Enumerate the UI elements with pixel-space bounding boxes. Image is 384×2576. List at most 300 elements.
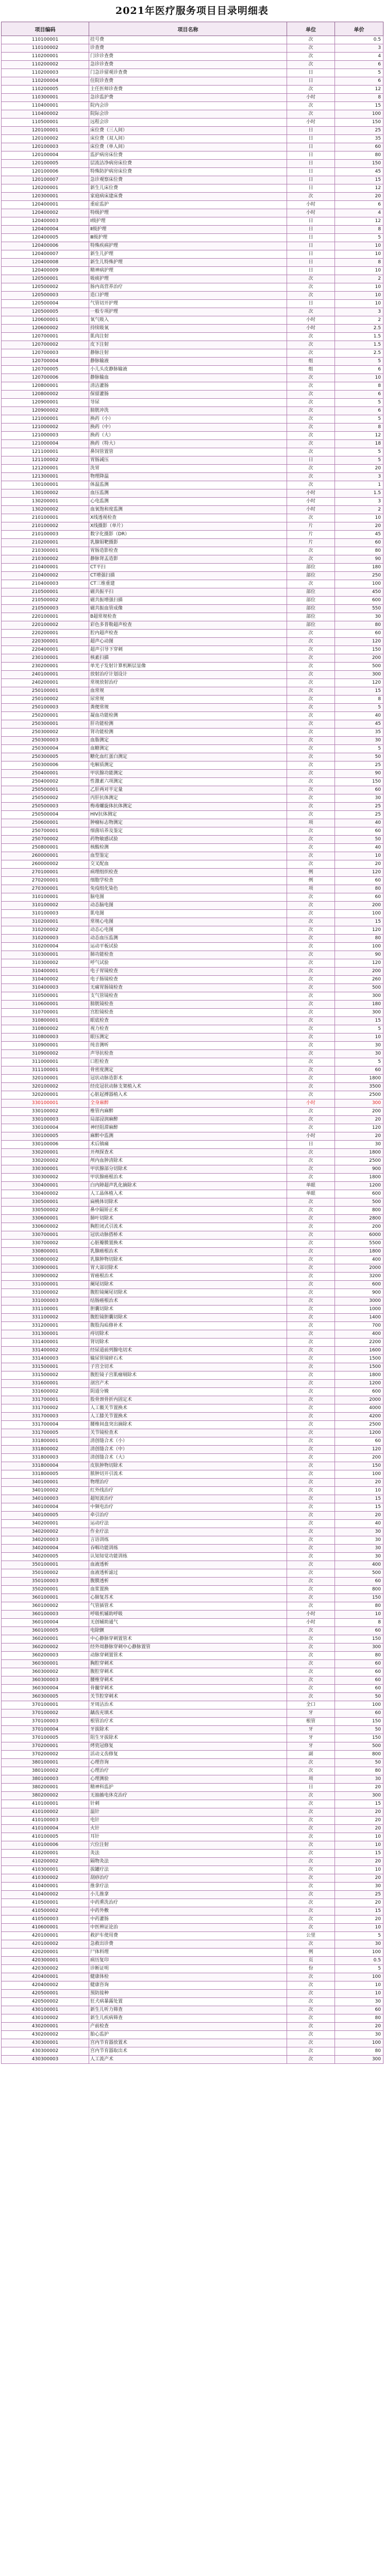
table-row: [2, 176, 383, 184]
cell-name: 腹腔镜阑尾切除术: [89, 1289, 287, 1297]
cell-code: 240100001: [2, 671, 89, 679]
cell-unit: 次: [287, 1165, 335, 1174]
cell-name: 院际会诊: [89, 110, 287, 118]
cell-name: 中药外敷: [89, 1907, 287, 1916]
table-row: [2, 984, 383, 992]
cell-price: 700: [335, 1322, 383, 1330]
cell-price: 300: [335, 1792, 383, 1800]
cell-unit: 次: [287, 1264, 335, 1273]
cell-unit: 次: [287, 1578, 335, 1586]
cell-name: 血型鉴定: [89, 852, 287, 860]
table-header: [2, 22, 383, 36]
table-row: [2, 1314, 383, 1322]
cell-unit: 次: [287, 663, 335, 671]
cell-code: 430200002: [2, 2031, 89, 2039]
cell-name: 电子肠镜检查: [89, 976, 287, 984]
table-row: [2, 1726, 383, 1734]
table-row: [2, 292, 383, 300]
cell-price: 90: [335, 555, 383, 564]
cell-code: 120700002: [2, 341, 89, 349]
cell-code: 340100003: [2, 1495, 89, 1503]
cell-unit: 次: [287, 1602, 335, 1611]
cell-price: 3: [335, 473, 383, 481]
cell-code: 330400002: [2, 1190, 89, 1198]
cell-unit: 小时: [287, 118, 335, 127]
cell-unit: 次: [287, 696, 335, 704]
cell-name: 凝血功能检测: [89, 712, 287, 720]
table-row: [2, 391, 383, 399]
cell-code: 210100003: [2, 531, 89, 539]
table-row: [2, 1190, 383, 1198]
cell-unit: 牙: [287, 1726, 335, 1734]
cell-price: 20: [335, 1825, 383, 1833]
cell-price: 20: [335, 522, 383, 531]
cell-unit: 次: [287, 1223, 335, 1231]
cell-code: 340200003: [2, 1536, 89, 1545]
cell-price: 2: [335, 275, 383, 283]
cell-price: 1.5: [335, 333, 383, 341]
cell-price: 60: [335, 539, 383, 547]
cell-name: 床位费（双人间）: [89, 135, 287, 143]
cell-unit: 日: [287, 250, 335, 259]
cell-code: 110400001: [2, 102, 89, 110]
table-row: [2, 1751, 383, 1759]
cell-unit: 次: [287, 1017, 335, 1025]
cell-unit: 次: [287, 1289, 335, 1297]
cell-name: 股骨颈骨折内固定术: [89, 1396, 287, 1404]
table-row: [2, 1099, 383, 1108]
cell-unit: 日: [287, 217, 335, 226]
cell-unit: 次: [287, 1850, 335, 1858]
table-row: [2, 1825, 383, 1833]
cell-price: 100: [335, 1948, 383, 1957]
cell-code: 120900002: [2, 407, 89, 415]
cell-code: 250200001: [2, 712, 89, 720]
cell-price: 10: [335, 1866, 383, 1874]
cell-price: 40: [335, 844, 383, 852]
cell-code: 330500002: [2, 1207, 89, 1215]
cell-name: CT增强扫描: [89, 572, 287, 580]
cell-name: 动态心电图: [89, 926, 287, 935]
cell-price: 100: [335, 580, 383, 588]
cell-unit: 次: [287, 976, 335, 984]
cell-name: 腹膜透析: [89, 1578, 287, 1586]
cell-name: 病理组织检查: [89, 869, 287, 877]
table-row: [2, 1891, 383, 1899]
cell-name: 新生儿疾病筛查: [89, 2014, 287, 2023]
cell-price: 20: [335, 1132, 383, 1141]
cell-code: 120500005: [2, 308, 89, 316]
cell-name: 视力检查: [89, 1025, 287, 1033]
table-row: [2, 1800, 383, 1808]
cell-price: 10: [335, 300, 383, 308]
cell-unit: 次: [287, 1800, 335, 1808]
cell-unit: 次: [287, 308, 335, 316]
cell-code: 110200004: [2, 77, 89, 86]
cell-price: 5: [335, 704, 383, 712]
cell-name: CT平扫: [89, 564, 287, 572]
cell-code: 310500001: [2, 992, 89, 1001]
cell-unit: 次: [287, 1462, 335, 1470]
table-row: [2, 1289, 383, 1297]
cell-code: 120600002: [2, 325, 89, 333]
cell-code: 331800003: [2, 1454, 89, 1462]
table-row: [2, 943, 383, 951]
cell-price: 100: [335, 1701, 383, 1709]
cell-price: 30: [335, 1998, 383, 2006]
table-row: [2, 118, 383, 127]
cell-name: 支气管镜检查: [89, 992, 287, 1001]
cell-name: 胎心监护: [89, 2031, 287, 2039]
cell-price: 120: [335, 869, 383, 877]
cell-price: 8: [335, 226, 383, 234]
cell-price: 100: [335, 943, 383, 951]
table-row: [2, 226, 383, 234]
table-row: [2, 2056, 383, 2064]
table-row: [2, 1182, 383, 1190]
cell-unit: 次: [287, 1042, 335, 1050]
cell-code: 310800001: [2, 1017, 89, 1025]
cell-price: 180: [335, 1001, 383, 1009]
cell-name: 拔罐疗法: [89, 1866, 287, 1874]
cell-unit: 次: [287, 852, 335, 860]
cell-code: 370100002: [2, 1709, 89, 1718]
cell-price: 20: [335, 1858, 383, 1866]
cell-unit: 次: [287, 1561, 335, 1569]
cell-name: 心脏瓣膜置换术: [89, 1240, 287, 1248]
table-row: [2, 902, 383, 910]
cell-unit: 全口: [287, 1701, 335, 1709]
cell-code: 250100002: [2, 696, 89, 704]
cell-price: 10: [335, 1924, 383, 1932]
cell-name: 牵引治疗: [89, 1512, 287, 1520]
cell-code: 410100005: [2, 1833, 89, 1841]
cell-price: 10: [335, 1990, 383, 1998]
table-row: [2, 844, 383, 852]
table-row: [2, 333, 383, 341]
cell-price: 1200: [335, 1182, 383, 1190]
table-row: [2, 555, 383, 564]
cell-code: 330900001: [2, 1264, 89, 1273]
cell-code: 331700004: [2, 1421, 89, 1429]
cell-price: 12: [335, 86, 383, 94]
cell-name: 超短波治疗: [89, 1495, 287, 1503]
cell-price: 500: [335, 1198, 383, 1207]
cell-name: 椎管内麻醉: [89, 1108, 287, 1116]
table-row: [2, 1602, 383, 1611]
cell-code: 130100002: [2, 489, 89, 498]
table-row: [2, 671, 383, 679]
table-row: [2, 489, 383, 498]
cell-code: 360100003: [2, 1611, 89, 1619]
cell-price: 400: [335, 1256, 383, 1264]
cell-code: 250300004: [2, 745, 89, 753]
table-row: [2, 1808, 383, 1817]
cell-unit: 小时: [287, 325, 335, 333]
cell-name: 换药（特大）: [89, 440, 287, 448]
cell-code: 120100003: [2, 143, 89, 151]
cell-price: 4200: [335, 1413, 383, 1421]
cell-unit: 次: [287, 1231, 335, 1240]
cell-unit: 次: [287, 1866, 335, 1874]
cell-code: 331700003: [2, 1413, 89, 1421]
cell-name: 肠内高营养治疗: [89, 283, 287, 292]
table-row: [2, 1091, 383, 1099]
cell-unit: 次: [287, 836, 335, 844]
cell-unit: 次: [287, 1297, 335, 1306]
table-row: [2, 1470, 383, 1479]
cell-price: 6: [335, 366, 383, 374]
cell-unit: 页: [287, 1957, 335, 1965]
table-row: [2, 1586, 383, 1594]
cell-price: 300: [335, 992, 383, 1001]
cell-price: 60: [335, 143, 383, 151]
cell-code: 360300001: [2, 1660, 89, 1668]
cell-unit: 次: [287, 1891, 335, 1899]
cell-unit: 次: [287, 1454, 335, 1462]
table-row: [2, 1083, 383, 1091]
cell-unit: 次: [287, 712, 335, 720]
cell-code: 370100001: [2, 1701, 89, 1709]
table-row: [2, 1512, 383, 1520]
table-row: [2, 1635, 383, 1643]
cell-name: 导尿: [89, 399, 287, 407]
cell-price: 8: [335, 696, 383, 704]
cell-unit: 次: [287, 1338, 335, 1347]
cell-code: 331500002: [2, 1371, 89, 1380]
table-row: [2, 1330, 383, 1338]
table-row: [2, 1355, 383, 1363]
table-row: [2, 1495, 383, 1503]
cell-name: 健康体检: [89, 1973, 287, 1981]
table-row: [2, 1437, 383, 1446]
cell-unit: 次: [287, 580, 335, 588]
cell-name: 扁桃体切除术: [89, 1198, 287, 1207]
cell-unit: 部位: [287, 597, 335, 605]
cell-name: 血脂测定: [89, 737, 287, 745]
cell-code: 250400002: [2, 778, 89, 786]
cell-unit: 日: [287, 1141, 335, 1149]
cell-code: 310200004: [2, 943, 89, 951]
cell-unit: 公里: [287, 1932, 335, 1940]
cell-unit: 次: [287, 992, 335, 1001]
cell-unit: 次: [287, 638, 335, 646]
cell-code: 410200002: [2, 1858, 89, 1866]
cell-code: 120500001: [2, 275, 89, 283]
table-row: [2, 1306, 383, 1314]
cell-name: 常规放射治疗: [89, 679, 287, 687]
cell-name: 肌电图: [89, 910, 287, 918]
table-row: [2, 803, 383, 811]
table-row: [2, 1240, 383, 1248]
cell-price: 10: [335, 514, 383, 522]
cell-price: 90: [335, 770, 383, 778]
cell-price: 150: [335, 160, 383, 168]
cell-unit: 次: [287, 1495, 335, 1503]
cell-unit: 小时: [287, 94, 335, 102]
cell-name: 结肠癌根治术: [89, 1297, 287, 1306]
cell-code: 330100006: [2, 1141, 89, 1149]
table-row: [2, 1322, 383, 1330]
cell-code: 370100004: [2, 1726, 89, 1734]
cell-unit: 次: [287, 1273, 335, 1281]
table-row: [2, 300, 383, 308]
cell-unit: 次: [287, 794, 335, 803]
cell-price: 150: [335, 1594, 383, 1602]
cell-unit: 次: [287, 1569, 335, 1578]
cell-price: 4: [335, 209, 383, 217]
cell-price: 300: [335, 1009, 383, 1017]
cell-name: 腹腔穿刺术: [89, 1668, 287, 1676]
cell-code: 120400004: [2, 226, 89, 234]
cell-code: 320100001: [2, 1075, 89, 1083]
cell-code: 410200001: [2, 1850, 89, 1858]
cell-price: 45: [335, 168, 383, 176]
cell-price: 50: [335, 1693, 383, 1701]
cell-unit: 次: [287, 1429, 335, 1437]
header-code: 项目编码: [2, 22, 89, 36]
cell-price: 8: [335, 1619, 383, 1627]
cell-name: 丙肝抗体测定: [89, 794, 287, 803]
cell-price: 80: [335, 935, 383, 943]
table-row: [2, 1157, 383, 1165]
cell-name: 小儿推拿: [89, 1891, 287, 1899]
cell-code: 250500001: [2, 786, 89, 794]
table-row: [2, 498, 383, 506]
cell-code: 331000001: [2, 1281, 89, 1289]
cell-code: 350100001: [2, 1561, 89, 1569]
cell-unit: 次: [287, 1470, 335, 1479]
cell-unit: 次: [287, 984, 335, 992]
cell-code: 120300001: [2, 193, 89, 201]
cell-unit: 小时: [287, 498, 335, 506]
table-row: [2, 448, 383, 456]
cell-name: 吸痰护理: [89, 275, 287, 283]
cell-name: 肾切除术: [89, 1338, 287, 1347]
service-table: [1, 22, 383, 2064]
cell-name: 新生儿特殊护理: [89, 259, 287, 267]
cell-unit: 次: [287, 1998, 335, 2006]
cell-price: 100: [335, 2039, 383, 2047]
cell-code: 340100001: [2, 1479, 89, 1487]
cell-price: 120: [335, 1124, 383, 1132]
cell-code: 120400002: [2, 209, 89, 217]
table-row: [2, 1001, 383, 1009]
cell-name: 新生儿床位费: [89, 184, 287, 193]
table-row: [2, 151, 383, 160]
table-row: [2, 1833, 383, 1841]
cell-price: 500: [335, 1742, 383, 1751]
table-row: [2, 1932, 383, 1940]
cell-price: 25: [335, 811, 383, 819]
cell-price: 150: [335, 1462, 383, 1470]
table-row: [2, 1256, 383, 1264]
table-row: [2, 1981, 383, 1990]
cell-price: 5: [335, 399, 383, 407]
cell-code: 310900002: [2, 1050, 89, 1058]
cell-price: 20: [335, 465, 383, 473]
cell-name: 牙周洁治术: [89, 1701, 287, 1709]
cell-price: 8: [335, 94, 383, 102]
cell-price: 20: [335, 1512, 383, 1520]
table-row: [2, 1116, 383, 1124]
table-row: [2, 1850, 383, 1858]
cell-unit: 次: [287, 1025, 335, 1033]
cell-code: 420500001: [2, 1990, 89, 1998]
cell-name: 局部浸润麻醉: [89, 1116, 287, 1124]
cell-price: 35: [335, 135, 383, 143]
cell-unit: 次: [287, 1479, 335, 1487]
cell-price: 60: [335, 1668, 383, 1676]
cell-name: 门急诊留观诊查费: [89, 69, 287, 77]
cell-code: 250600001: [2, 819, 89, 827]
cell-code: 120700004: [2, 358, 89, 366]
cell-code: 380100003: [2, 1775, 89, 1784]
table-row: [2, 935, 383, 943]
cell-price: 10: [335, 374, 383, 382]
cell-name: 甲状腺功能测定: [89, 770, 287, 778]
cell-name: 腹腔镜子宫肌瘤剔除术: [89, 1371, 287, 1380]
cell-price: 12: [335, 184, 383, 193]
cell-code: 331400002: [2, 1347, 89, 1355]
cell-unit: 次: [287, 1207, 335, 1215]
table-row: [2, 1594, 383, 1602]
table-row: [2, 992, 383, 1001]
cell-price: 6: [335, 391, 383, 399]
cell-code: 430200001: [2, 2023, 89, 2031]
cell-name: 心理治疗: [89, 1767, 287, 1775]
cell-unit: 次: [287, 910, 335, 918]
cell-name: 急诊诊查费: [89, 61, 287, 69]
cell-unit: 次: [287, 935, 335, 943]
table-row: [2, 737, 383, 745]
cell-unit: 次: [287, 1940, 335, 1948]
cell-name: 吞咽功能训练: [89, 1545, 287, 1553]
cell-code: 430100001: [2, 2006, 89, 2014]
cell-unit: 次: [287, 391, 335, 399]
cell-name: 单光子发射计算机断层显像: [89, 663, 287, 671]
cell-unit: 次: [287, 1520, 335, 1528]
table-row: [2, 1297, 383, 1306]
cell-code: 120400006: [2, 242, 89, 250]
cell-name: 认知知觉功能训练: [89, 1553, 287, 1561]
table-row: [2, 366, 383, 374]
table-row: [2, 910, 383, 918]
cell-code: 250700002: [2, 836, 89, 844]
cell-name: 血糖测定: [89, 745, 287, 753]
cell-unit: 次: [287, 1924, 335, 1932]
cell-unit: 项: [287, 885, 335, 893]
cell-unit: 次: [287, 555, 335, 564]
cell-code: 340100004: [2, 1503, 89, 1512]
cell-unit: 次: [287, 1380, 335, 1388]
cell-price: 40: [335, 712, 383, 720]
cell-price: 600: [335, 1190, 383, 1198]
header-row: [2, 22, 383, 36]
cell-code: 410100004: [2, 1825, 89, 1833]
table-row: [2, 811, 383, 819]
cell-price: 18: [335, 440, 383, 448]
cell-code: 121000001: [2, 415, 89, 423]
cell-name: 人工晶体植入术: [89, 1190, 287, 1198]
cell-code: 330300001: [2, 1165, 89, 1174]
cell-name: 诊查费: [89, 44, 287, 53]
cell-unit: 次: [287, 770, 335, 778]
cell-code: 330100005: [2, 1132, 89, 1141]
table-row: [2, 770, 383, 778]
table-row: [2, 110, 383, 118]
cell-price: 3: [335, 308, 383, 316]
